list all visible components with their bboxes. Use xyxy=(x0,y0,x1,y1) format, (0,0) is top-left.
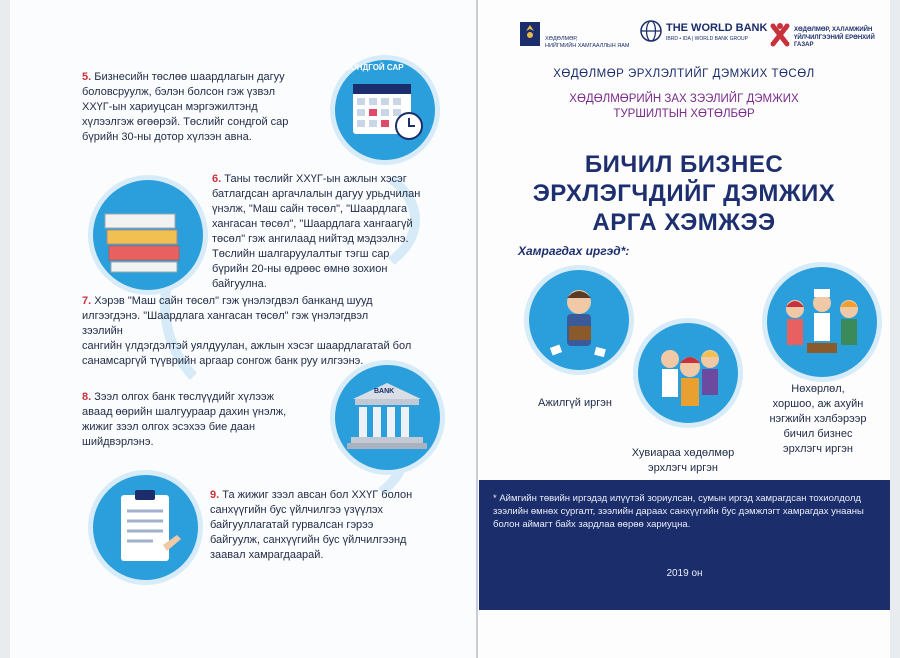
program-name: ХӨДӨЛМӨРИЙН ЗАХ ЗЭЭЛИЙГ ДЭМЖИХ ТУРШИЛТЫН ХӨТӨЛБӨР xyxy=(569,93,799,120)
audience-heading: Хамрагдах иргэд*: xyxy=(518,244,630,258)
project-name: ХӨДӨЛМӨР ЭРХЛЭЛТИЙГ ДЭМЖИХ ТӨСӨЛ xyxy=(553,68,815,80)
unemployed-person-icon xyxy=(524,265,634,375)
step-text: Хэрэв "Маш сайн төсөл" гэж үнэлэгдвэл банканд шууд илгээгдэнэ. "Шаардлага хангасан төсөл" гэж үнэлэгдвэл зээлийн сангийн үлдэгдэлтэй уялдуулан, ажлын хэсэг шаардлагатай бол санамсаргүй түүврийн аргаар сонгож банк руу илгээнэ. xyxy=(82,295,412,367)
step-text: Та жижиг зээл авсан бол ХХҮГ болон санхүүгийн бус үйлчилгээ үзүүлэх байгууллагатай гурвалсан гэрээ байгуулж, санхүүгийн бус үйлчилгээнд заавал хамрагдаарай. xyxy=(210,489,413,561)
globe-icon xyxy=(640,20,662,47)
ministry-logo xyxy=(520,22,540,51)
calendar-caption: СОНДГОЙ САР xyxy=(345,63,404,72)
clipboard-icon xyxy=(88,470,203,585)
bank-caption: BANK xyxy=(374,388,395,395)
footer-band xyxy=(479,480,890,610)
audience-self-employed: Хувиараа хөдөлмөр эрхлэгч иргэн xyxy=(631,447,735,474)
step-number: 5. xyxy=(82,71,92,83)
world-bank-sub: IBRD • IDA | WORLD BANK GROUP xyxy=(666,36,748,42)
step-number: 8. xyxy=(82,391,92,403)
step-text: Таны төслийг ХХҮГ-ын ажлын хэсэг батлагдсан аргачлалын дагуу урьдчилан үнэлж, "Маш сайн төсөл", "Шаардлага хангасан төсөл", "Шаардлага хангаагүй төсөл" гэж ангилаад нийтэд мэдээлнэ. Төслийн шалгаруулалтыг тэгш сар бүрийн 20-ны өдрөөс өмнө зохион байгуулна. xyxy=(212,173,421,290)
ministry-name: ХӨДӨЛМӨР, НИЙГМИЙН ХАМГААЛЛЫН ЯАМ xyxy=(545,36,630,49)
step-text: Зээл олгох банк төслүүдийг хүлээж аваад өөрийн шалгуураар дахин үнэлж, жижиг зээл олгох эсэхээ бие даан шийдвэрлэнэ. xyxy=(82,391,287,448)
step-9 xyxy=(210,488,430,563)
footnote: * Аймгийн төвийн иргэдэд илүүтэй зориулсан, сумын иргэд хамрагдсан тохиолдолд зээлийн өмнөх сургалт, зээлийн дараах санхүүгийн бус дэмжлэгт хамрагдах унааны болон аймагт байх зардлаа өөрөө хариуцна. xyxy=(493,493,864,530)
publication-year: 2019 он xyxy=(666,568,703,579)
audience-unemployed: Ажилгүй иргэн xyxy=(538,397,612,409)
cooperative-group-icon xyxy=(762,262,882,382)
step-5 xyxy=(82,70,332,145)
folders-icon xyxy=(88,175,208,295)
step-number: 7. xyxy=(82,295,92,307)
page-title: БИЧИЛ БИЗНЕС ЭРХЛЭГЧДИЙГ ДЭМЖИХ АРГА ХЭМЖЭЭ xyxy=(532,151,836,236)
labor-agency-logo xyxy=(770,22,790,53)
bank-icon xyxy=(330,360,445,475)
step-8 xyxy=(82,390,322,450)
world-bank-name: THE WORLD BANK xyxy=(666,22,768,34)
step-number: 6. xyxy=(212,173,222,185)
step-6 xyxy=(212,172,422,292)
audience-cooperative: Нөхөрлөл, хоршоо, аж ахуйн нэгжийн хэлбэрээр бичил бизнес эрхлэгч иргэн xyxy=(769,383,867,455)
step-number: 9. xyxy=(210,489,220,501)
labor-agency-name: ХӨДӨЛМӨР, ХАЛАМЖИЙН ҮЙЛЧИЛГЭЭНИЙ ЕРӨНХИЙ ГАЗАР xyxy=(794,27,875,48)
step-7 xyxy=(82,294,412,369)
step-text: Бизнесийн төслөө шаардлагын дагуу боловсруулж, бэлэн болсон гэж үзвэл ХХҮГ-ын хариуцсан мэргэжилтэнд хүлээлгэж өгөөрэй. Төслийг сондгой сар бүрийн 30-ны дотор хүлээн авна. xyxy=(82,71,289,143)
self-employed-person-icon xyxy=(633,318,743,428)
